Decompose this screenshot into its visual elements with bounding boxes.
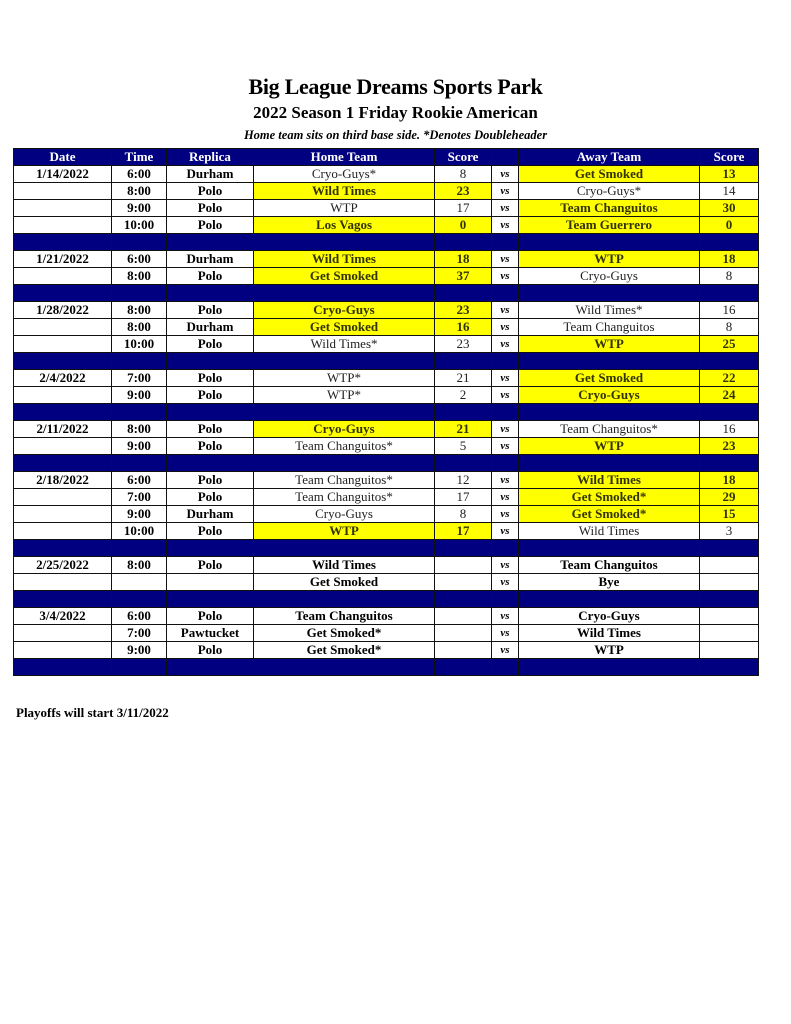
separator-cell [167,285,254,302]
vs-label: vs [492,200,519,217]
date-cell [14,217,112,234]
separator-cell [167,659,254,676]
date-cell: 2/11/2022 [14,421,112,438]
separator-cell [435,591,492,608]
away-score-cell [700,608,759,625]
field-cell: Durham [167,166,254,183]
separator-cell [700,455,759,472]
home-team-cell: WTP* [254,370,435,387]
separator-cell [435,234,492,251]
vs-label: vs [492,370,519,387]
home-score-cell: 37 [435,268,492,285]
away-team-cell: Wild Times* [519,302,700,319]
time-cell: 10:00 [112,336,167,353]
home-team-cell: Wild Times [254,557,435,574]
separator-cell [112,455,167,472]
header-row [14,149,759,166]
field-cell: Polo [167,608,254,625]
time-cell: 9:00 [112,506,167,523]
away-team-cell: Team Changuitos* [519,421,700,438]
separator-cell [435,285,492,302]
separator-cell [700,285,759,302]
time-cell: 9:00 [112,200,167,217]
separator-cell [700,404,759,421]
col-header-replica: Replica [167,149,254,166]
separator-cell [492,591,519,608]
separator-cell [519,285,700,302]
separator-cell [492,234,519,251]
home-score-cell [435,608,492,625]
separator-cell [112,659,167,676]
away-team-cell: Wild Times [519,472,700,489]
away-score-cell: 0 [700,217,759,234]
date-cell [14,438,112,455]
time-cell: 7:00 [112,489,167,506]
separator-cell [112,285,167,302]
away-team-cell: Get Smoked* [519,489,700,506]
separator-cell [492,659,519,676]
away-score-cell: 15 [700,506,759,523]
separator-cell [492,540,519,557]
table-row [14,166,759,183]
away-score-cell: 18 [700,472,759,489]
separator-cell [254,285,435,302]
date-cell [14,625,112,642]
home-score-cell: 21 [435,370,492,387]
field-cell: Polo [167,489,254,506]
vs-label: vs [492,506,519,523]
separator-cell [435,353,492,370]
week-separator [14,455,759,472]
separator-cell [14,659,112,676]
separator-cell [519,659,700,676]
away-score-cell: 18 [700,251,759,268]
away-score-cell [700,642,759,659]
away-score-cell: 14 [700,183,759,200]
date-cell: 1/14/2022 [14,166,112,183]
vs-label: vs [492,302,519,319]
home-team-cell: Cryo-Guys [254,302,435,319]
home-team-cell: Cryo-Guys [254,506,435,523]
week-separator [14,285,759,302]
separator-cell [700,353,759,370]
date-cell [14,642,112,659]
vs-label: vs [492,336,519,353]
home-score-cell: 17 [435,523,492,540]
time-cell: 6:00 [112,166,167,183]
separator-cell [519,353,700,370]
week-separator [14,540,759,557]
separator-cell [167,455,254,472]
col-header-home-score: Score [435,149,492,166]
schedule-body [14,166,759,676]
home-team-cell: Cryo-Guys [254,421,435,438]
field-cell: Polo [167,438,254,455]
away-score-cell [700,574,759,591]
home-team-cell: Get Smoked* [254,642,435,659]
date-cell [14,574,112,591]
vs-label: vs [492,166,519,183]
date-cell [14,268,112,285]
field-cell: Polo [167,302,254,319]
time-cell: 7:00 [112,370,167,387]
vs-label: vs [492,574,519,591]
time-cell: 8:00 [112,268,167,285]
table-row [14,251,759,268]
home-team-cell: Wild Times [254,183,435,200]
home-team-cell: Team Changuitos [254,608,435,625]
date-cell: 1/21/2022 [14,251,112,268]
col-header-away-team: Away Team [519,149,700,166]
vs-label: vs [492,472,519,489]
separator-cell [435,659,492,676]
table-row [14,319,759,336]
separator-cell [14,285,112,302]
home-team-cell: Wild Times [254,251,435,268]
table-row [14,387,759,404]
away-score-cell [700,625,759,642]
away-score-cell: 24 [700,387,759,404]
table-row [14,183,759,200]
date-cell [14,200,112,217]
home-score-cell: 17 [435,489,492,506]
col-header-vs [492,149,519,166]
away-team-cell: Get Smoked* [519,506,700,523]
vs-label: vs [492,489,519,506]
table-row [14,608,759,625]
away-score-cell: 13 [700,166,759,183]
home-team-cell: WTP [254,523,435,540]
away-team-cell: WTP [519,336,700,353]
date-cell [14,523,112,540]
away-score-cell: 3 [700,523,759,540]
away-team-cell: Cryo-Guys [519,387,700,404]
date-cell: 2/4/2022 [14,370,112,387]
time-cell: 8:00 [112,421,167,438]
time-cell: 6:00 [112,608,167,625]
table-row [14,370,759,387]
separator-cell [254,234,435,251]
date-cell [14,336,112,353]
home-team-cell: WTP* [254,387,435,404]
time-cell: 6:00 [112,251,167,268]
field-cell: Polo [167,472,254,489]
separator-cell [519,455,700,472]
time-cell: 9:00 [112,387,167,404]
field-cell: Polo [167,336,254,353]
away-score-cell: 30 [700,200,759,217]
home-score-cell: 5 [435,438,492,455]
away-score-cell: 23 [700,438,759,455]
week-separator [14,234,759,251]
separator-cell [700,659,759,676]
field-cell: Polo [167,268,254,285]
date-cell: 1/28/2022 [14,302,112,319]
separator-cell [435,540,492,557]
table-row [14,438,759,455]
separator-cell [112,234,167,251]
separator-cell [112,540,167,557]
doubleheader-note: Home team sits on third base side. *Denotes Doubleheader [243,128,548,142]
table-row [14,642,759,659]
week-separator [14,659,759,676]
away-score-cell: 16 [700,302,759,319]
separator-cell [700,540,759,557]
away-team-cell: Cryo-Guys [519,268,700,285]
time-cell: 10:00 [112,523,167,540]
schedule-table [13,148,759,676]
date-cell [14,387,112,404]
date-cell [14,183,112,200]
home-score-cell [435,642,492,659]
time-cell [112,574,167,591]
separator-cell [112,404,167,421]
field-cell: Durham [167,251,254,268]
vs-label: vs [492,438,519,455]
vs-label: vs [492,523,519,540]
vs-label: vs [492,421,519,438]
away-team-cell: Bye [519,574,700,591]
home-score-cell: 21 [435,421,492,438]
away-team-cell: Cryo-Guys* [519,183,700,200]
field-cell: Durham [167,319,254,336]
page-title: Big League Dreams Sports Park [248,74,543,99]
vs-label: vs [492,608,519,625]
home-score-cell: 12 [435,472,492,489]
page-subtitle: 2022 Season 1 Friday Rookie American [253,103,538,122]
separator-cell [167,540,254,557]
separator-cell [167,353,254,370]
separator-cell [492,404,519,421]
separator-cell [519,540,700,557]
separator-cell [435,455,492,472]
separator-cell [492,455,519,472]
vs-label: vs [492,183,519,200]
vs-label: vs [492,319,519,336]
home-score-cell [435,574,492,591]
home-score-cell: 0 [435,217,492,234]
separator-cell [519,591,700,608]
separator-cell [112,353,167,370]
separator-cell [254,404,435,421]
field-cell: Polo [167,421,254,438]
vs-label: vs [492,642,519,659]
separator-cell [112,591,167,608]
playoffs-note: Playoffs will start 3/11/2022 [16,705,169,720]
col-header-date: Date [14,149,112,166]
time-cell: 10:00 [112,217,167,234]
field-cell: Pawtucket [167,625,254,642]
col-header-home-team: Home Team [254,149,435,166]
table-row [14,506,759,523]
date-cell [14,489,112,506]
col-header-away-score: Score [700,149,759,166]
separator-cell [14,591,112,608]
separator-cell [519,404,700,421]
date-cell [14,319,112,336]
home-score-cell: 23 [435,302,492,319]
separator-cell [14,404,112,421]
table-row [14,217,759,234]
table-row [14,574,759,591]
away-team-cell: Wild Times [519,625,700,642]
separator-cell [167,234,254,251]
vs-label: vs [492,217,519,234]
separator-cell [254,540,435,557]
away-score-cell: 22 [700,370,759,387]
away-score-cell [700,557,759,574]
separator-cell [14,353,112,370]
field-cell: Polo [167,183,254,200]
time-cell: 8:00 [112,319,167,336]
home-team-cell: Get Smoked [254,319,435,336]
table-row [14,472,759,489]
field-cell: Polo [167,557,254,574]
home-team-cell: Los Vagos [254,217,435,234]
field-cell: Polo [167,642,254,659]
separator-cell [14,455,112,472]
field-cell: Polo [167,217,254,234]
table-row [14,336,759,353]
home-team-cell: Get Smoked [254,268,435,285]
home-score-cell: 18 [435,251,492,268]
away-team-cell: WTP [519,438,700,455]
home-score-cell: 17 [435,200,492,217]
away-score-cell: 25 [700,336,759,353]
date-cell: 2/25/2022 [14,557,112,574]
time-cell: 8:00 [112,183,167,200]
table-row [14,302,759,319]
field-cell [167,574,254,591]
home-team-cell: Team Changuitos* [254,438,435,455]
home-score-cell: 2 [435,387,492,404]
field-cell: Durham [167,506,254,523]
table-row [14,200,759,217]
home-team-cell: Get Smoked* [254,625,435,642]
separator-cell [254,455,435,472]
home-score-cell [435,557,492,574]
table-row [14,421,759,438]
away-team-cell: Get Smoked [519,166,700,183]
home-score-cell: 16 [435,319,492,336]
home-score-cell: 23 [435,336,492,353]
away-team-cell: Team Changuitos [519,557,700,574]
home-team-cell: Team Changuitos* [254,472,435,489]
home-team-cell: Cryo-Guys* [254,166,435,183]
separator-cell [14,234,112,251]
home-score-cell: 8 [435,506,492,523]
field-cell: Polo [167,523,254,540]
table-row [14,557,759,574]
home-team-cell: Get Smoked [254,574,435,591]
away-team-cell: Wild Times [519,523,700,540]
away-team-cell: Cryo-Guys [519,608,700,625]
home-score-cell: 23 [435,183,492,200]
away-team-cell: WTP [519,642,700,659]
time-cell: 7:00 [112,625,167,642]
field-cell: Polo [167,200,254,217]
home-score-cell [435,625,492,642]
home-team-cell: Team Changuitos* [254,489,435,506]
separator-cell [254,659,435,676]
home-team-cell: WTP [254,200,435,217]
away-team-cell: Team Guerrero [519,217,700,234]
separator-cell [435,404,492,421]
away-team-cell: Team Changuitos [519,319,700,336]
table-row [14,523,759,540]
separator-cell [492,285,519,302]
home-score-cell: 8 [435,166,492,183]
table-row [14,625,759,642]
vs-label: vs [492,251,519,268]
field-cell: Polo [167,370,254,387]
separator-cell [254,353,435,370]
away-score-cell: 8 [700,319,759,336]
away-team-cell: Get Smoked [519,370,700,387]
time-cell: 8:00 [112,302,167,319]
separator-cell [492,353,519,370]
time-cell: 9:00 [112,642,167,659]
date-cell: 3/4/2022 [14,608,112,625]
col-header-time: Time [112,149,167,166]
away-score-cell: 8 [700,268,759,285]
time-cell: 6:00 [112,472,167,489]
vs-label: vs [492,557,519,574]
vs-label: vs [492,625,519,642]
field-cell: Polo [167,387,254,404]
separator-cell [167,404,254,421]
away-score-cell: 16 [700,421,759,438]
date-cell: 2/18/2022 [14,472,112,489]
table-row [14,268,759,285]
separator-cell [700,591,759,608]
separator-cell [254,591,435,608]
away-team-cell: Team Changuitos [519,200,700,217]
separator-cell [14,540,112,557]
home-team-cell: Wild Times* [254,336,435,353]
separator-cell [519,234,700,251]
time-cell: 8:00 [112,557,167,574]
week-separator [14,404,759,421]
away-score-cell: 29 [700,489,759,506]
away-team-cell: WTP [519,251,700,268]
separator-cell [700,234,759,251]
week-separator [14,353,759,370]
week-separator [14,591,759,608]
separator-cell [167,591,254,608]
table-row [14,489,759,506]
vs-label: vs [492,387,519,404]
vs-label: vs [492,268,519,285]
date-cell [14,506,112,523]
time-cell: 9:00 [112,438,167,455]
